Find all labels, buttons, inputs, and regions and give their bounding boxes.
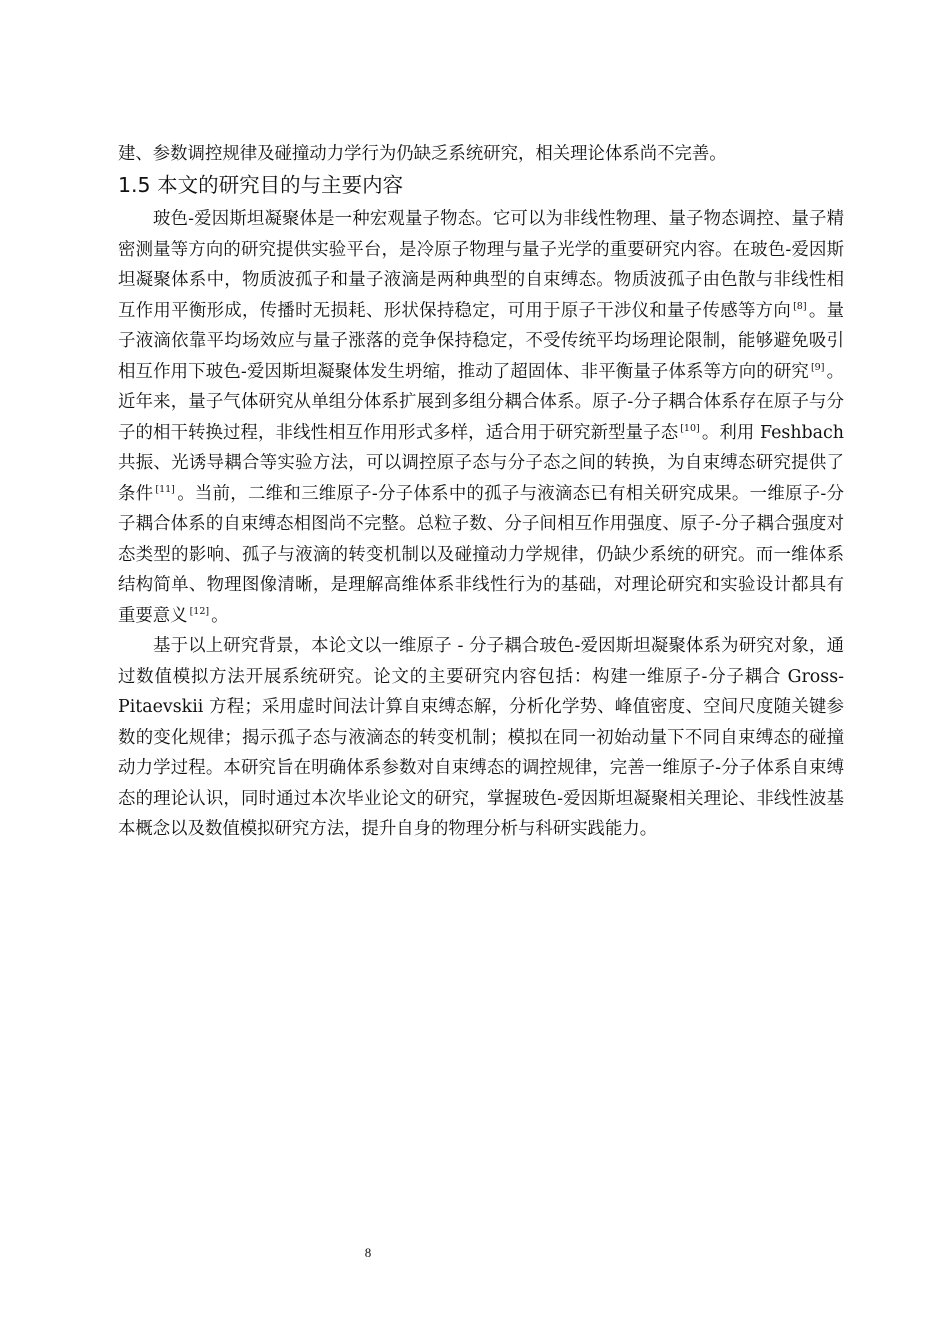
paragraph-1-segment: 。 [211,605,229,626]
citation-11[interactable]: [11] [155,483,175,495]
citation-8[interactable]: [8] [793,300,807,312]
page-number: 8 [364,1245,372,1260]
intro-text: 建、参数调控规律及碰撞动力学行为仍缺乏系统研究，相关理论体系尚不完善。 [118,144,727,164]
paragraph-1-segment: 。利用 Feshbach 共振、光诱导耦合等实验方法，可以调控原子态与分子态之间的转换，为自束缚态研究提供了条件 [118,422,844,504]
paragraph-1-segment: 玻色-爱因斯坦凝聚体是一种宏观量子物态。它可以为非线性物理、量子物态调控、量子精密测量等方向的研究提供实验平台，是冷原子物理与量子光学的重要研究内容。在玻色-爱因斯坦凝聚体系中，物质波孤子和量子液滴是两种典型的自束缚态。物质波孤子由色散与非线性相互作用平衡形成，传播时无损耗、形状保持稳定，可用于原子干涉仪和量子传感等方向 [118,209,844,321]
citation-9[interactable]: [9] [810,361,825,373]
paragraph-1-segment: 。近年来，量子气体研究从单组分体系扩展到多组分耦合体系。原子-分子耦合体系存在原子与分子的相干转换过程，非线性相互作用形式多样，适合用于研究新型量子态 [118,361,844,443]
body-text [118,204,844,845]
paragraph-1-segment: 。当前，二维和三维原子-分子体系中的孤子与液滴态已有相关研究成果。一维原子-分子耦合体系的自束缚态相图尚不完整。总粒子数、分子间相互作用强度、原子-分子耦合强度对态类型的影响、孤子与液滴的转变机制以及碰撞动力学规律，仍缺少系统的研究。而一维体系结构简单、物理图像清晰，是理解高维体系非线性行为的基础，对理论研究和实验设计都具有重要意义 [118,483,844,626]
section-heading: 1.5 本文的研究目的与主要内容 [118,173,404,197]
intro-line [118,139,844,170]
paragraph-2: 基于以上研究背景，本论文以一维原子 - 分子耦合玻色-爱因斯坦凝聚体系为研究对象，通过数值模拟方法开展系统研究。论文的主要研究内容包括：构建一维原子-分子耦合 Gross-Pitaevskii 方程；采用虚时间法计算自束缚态解，分析化学势、峰值密度、空间尺度随关键参数的变化规律；揭示孤子态与液滴态的转变机制；模拟在同一初始动量下不同自束缚态的碰撞动力学过程。本研究旨在明确体系参数对自束缚态的调控规律，完善一维原子-分子体系自束缚态的理论认识，同时通过本次毕业论文的研究，掌握玻色-爱因斯坦凝聚相关理论、非线性波基本概念以及数值模拟研究方法，提升自身的物理分析与科研实践能力。 [118,636,844,839]
citation-12[interactable]: [12] [189,605,210,617]
paragraph-1 [118,204,844,631]
citation-10[interactable]: [10] [680,422,700,434]
paragraph-1-segment: 。量子液滴依靠平均场效应与量子涨落的竞争保持稳定，不受传统平均场理论限制，能够避免吸引相互作用下玻色-爱因斯坦凝聚体发生坍缩，推动了超固体、非平衡量子体系等方向的研究 [118,300,844,382]
